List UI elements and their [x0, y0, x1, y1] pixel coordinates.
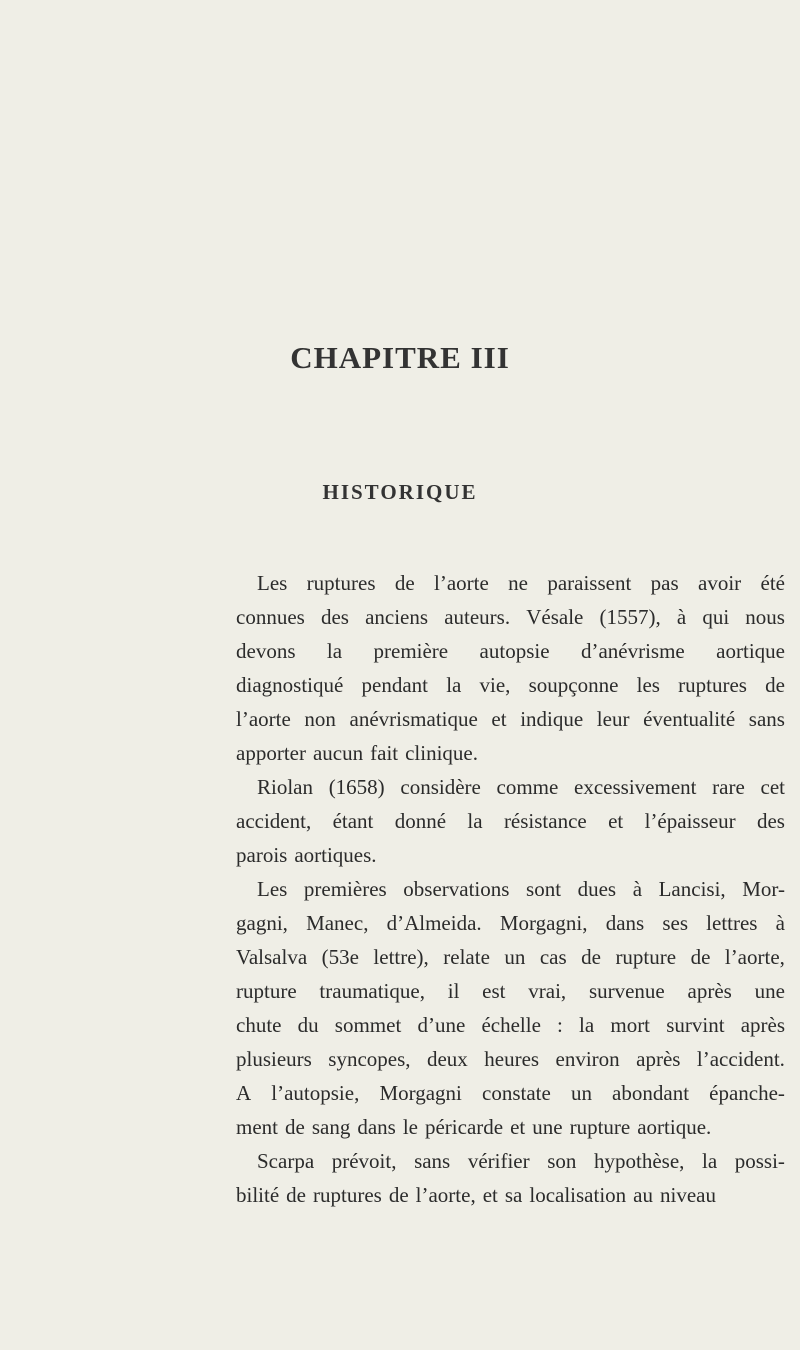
text-line: Scarpa prévoit, sans vérifier son hypothèse, la possi- — [257, 1149, 785, 1173]
text-line: diagnostiqué pendant la vie, soupçonne les ruptures de — [236, 673, 785, 697]
text-line: rupture traumatique, il est vrai, survenue après une — [236, 979, 785, 1003]
text-line: Les premières observations sont dues à Lancisi, Mor- — [257, 877, 785, 901]
text-line: parois aortiques. — [236, 843, 377, 867]
text-line: accident, étant donné la résistance et l’épaisseur des — [236, 809, 785, 833]
section-title: HISTORIQUE — [322, 480, 478, 504]
text-line: ment de sang dans le péricarde et une rupture aortique. — [236, 1115, 712, 1139]
text-line: plusieurs syncopes, deux heures environ après l’accident. — [236, 1047, 785, 1071]
text-line: Les ruptures de l’aorte ne paraissent pas avoir été — [257, 571, 785, 595]
text-line: bilité de ruptures de l’aorte, et sa localisation au niveau — [236, 1183, 716, 1207]
text-line: chute du sommet d’une échelle : la mort survint après — [236, 1013, 785, 1037]
text-line: devons la première autopsie d’anévrisme aortique — [236, 639, 785, 663]
text-line: apporter aucun fait clinique. — [236, 741, 479, 765]
text-line: l’aorte non anévrismatique et indique leur éventualité sans — [236, 707, 785, 731]
text-line: gagni, Manec, d’Almeida. Morgagni, dans ses lettres à — [236, 911, 785, 935]
text-line: Valsalva (53e lettre), relate un cas de rupture de l’aorte, — [236, 945, 785, 969]
text-line: A l’autopsie, Morgagni constate un abondant épanche- — [236, 1081, 785, 1105]
text-line: Riolan (1658) considère comme excessivement rare cet — [257, 775, 785, 799]
chapter-title: CHAPITRE III — [290, 340, 510, 375]
text-line: connues des anciens auteurs. Vésale (1557), à qui nous — [236, 605, 785, 629]
